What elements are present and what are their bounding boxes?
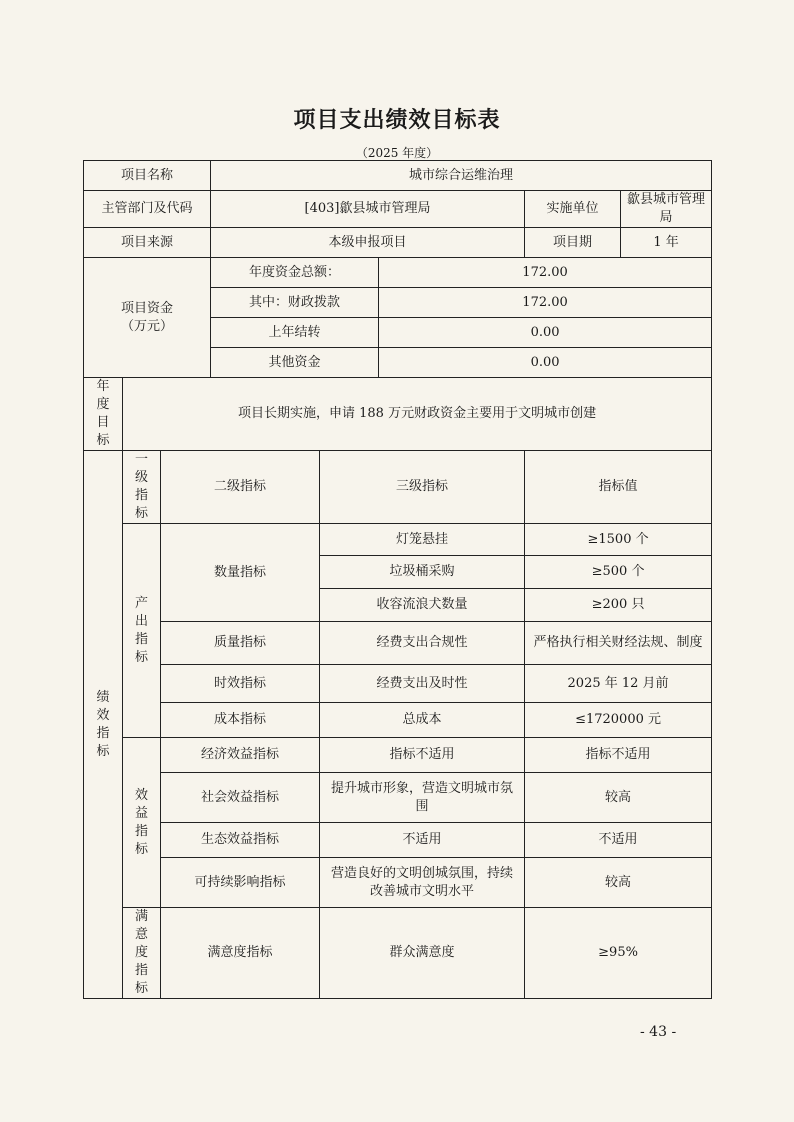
row-source [84,228,712,258]
header-value: 指标值 [525,451,712,524]
row-cost [84,703,712,738]
impl-unit-value: 歙县城市管理局 [621,191,712,228]
sustainable-value: 较高 [525,858,712,908]
impl-unit-label: 实施单位 [525,191,621,228]
social-name: 提升城市形象，营造文明城市氛围 [320,773,525,823]
project-name-label: 项目名称 [84,161,211,191]
quality-label: 质量指标 [161,622,320,665]
funds-label-line1: 项目资金 [121,300,174,316]
economic-label: 经济效益指标 [161,738,320,773]
funds-other-label: 其他资金 [211,348,379,378]
row-satisfaction [84,908,712,999]
year-label: （2025 年度） [355,146,439,160]
row-sustainable [84,858,712,908]
row-economic [84,738,712,773]
dept-label: 主管部门及代码 [84,191,211,228]
sustainable-name: 营造良好的文明创城氛围，持续改善城市文明水平 [320,858,525,908]
social-value: 较高 [525,773,712,823]
ecological-value: 不适用 [525,823,712,858]
quantity-value-1: ≥1500 个 [525,524,712,556]
performance-label: 绩 效 指 标 [84,451,123,999]
cost-value: ≤1720000 元 [525,703,712,738]
cost-label: 成本指标 [161,703,320,738]
row-quality [84,622,712,665]
quantity-name-1: 灯笼悬挂 [320,524,525,556]
ecological-name: 不适用 [320,823,525,858]
cost-name: 总成本 [320,703,525,738]
quantity-value-2: ≥500 个 [525,556,712,589]
row-quantity-1 [84,524,712,556]
funds-fiscal-value: 172.00 [379,288,712,318]
funds-total-value: 172.00 [379,258,712,288]
row-dept [84,191,712,228]
source-label: 项目来源 [84,228,211,258]
dept-value: [403]歙县城市管理局 [211,191,525,228]
row-project-name [84,161,712,191]
timeliness-value: 2025 年 12 月前 [525,665,712,703]
row-indicator-header [84,451,712,524]
sustainable-label: 可持续影响指标 [161,858,320,908]
quality-value: 严格执行相关财经法规、制度 [525,622,712,665]
benefit-label: 效 益 指 标 [123,738,161,908]
funds-total-label: 年度资金总额： [211,258,379,288]
page-title: 项目支出绩效目标表 [293,108,501,133]
project-name-value: 城市综合运维治理 [211,161,712,191]
header-level3: 三级指标 [320,451,525,524]
ecological-label: 生态效益指标 [161,823,320,858]
satisfaction-name: 群众满意度 [320,908,525,999]
timeliness-name: 经费支出及时性 [320,665,525,703]
performance-table [83,160,712,999]
satisfaction-label: 满 意 度 指 标 [123,908,161,999]
period-label: 项目期 [525,228,621,258]
satisfaction-value: ≥95% [525,908,712,999]
row-annual-goal [84,378,712,451]
source-value: 本级申报项目 [211,228,525,258]
quantity-name-2: 垃圾桶采购 [320,556,525,589]
row-social [84,773,712,823]
timeliness-label: 时效指标 [161,665,320,703]
social-label: 社会效益指标 [161,773,320,823]
quantity-label: 数量指标 [161,524,320,622]
economic-value: 指标不适用 [525,738,712,773]
funds-other-value: 0.00 [379,348,712,378]
row-timeliness [84,665,712,703]
funds-carryover-value: 0.00 [379,318,712,348]
period-value: 1 年 [621,228,712,258]
annual-goal-text: 项目长期实施，申请 188 万元财政资金主要用于文明城市创建 [123,378,712,451]
row-ecological [84,823,712,858]
page-number: - 43 - [640,1024,677,1040]
funds-label-line2: （万元） [121,318,174,334]
header-level1: 一 级 指 标 [123,451,161,524]
output-label: 产 出 指 标 [123,524,161,738]
header-level2: 二级指标 [161,451,320,524]
quantity-value-3: ≥200 只 [525,589,712,622]
annual-goal-label: 年 度 目 标 [84,378,123,451]
economic-name: 指标不适用 [320,738,525,773]
funds-fiscal-label: 其中：财政拨款 [211,288,379,318]
funds-carryover-label: 上年结转 [211,318,379,348]
funds-label [84,258,211,378]
quantity-name-3: 收容流浪犬数量 [320,589,525,622]
satisfaction-level2: 满意度指标 [161,908,320,999]
quality-name: 经费支出合规性 [320,622,525,665]
row-funds-total [84,258,712,288]
